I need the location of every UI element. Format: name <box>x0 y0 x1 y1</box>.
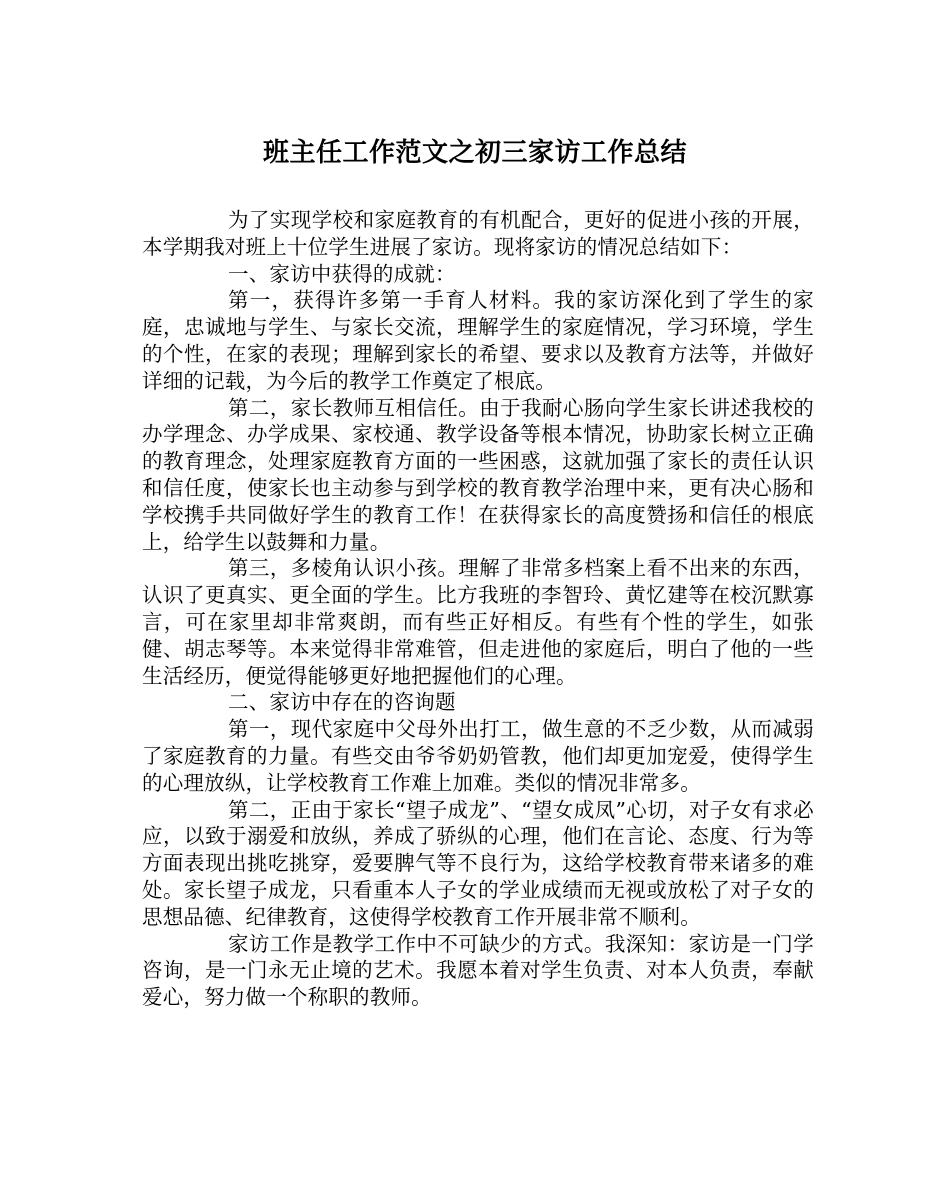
section-heading-problems: 二、家访中存在的咨询题 <box>228 690 456 715</box>
document-body <box>142 207 814 1011</box>
paragraph-problem-1: 第一，现代家庭中父母外出打工，做生意的不乏少数，从而减弱了家庭教育的力量。有些交由爷爷奶奶管教，他们却更加宠爱，使得学生的心理放纵，让学校教育工作难上加难。类似的情况非常多。 <box>142 717 814 795</box>
paragraph-achievement-3: 第三，多棱角认识小孩。理解了非常多档案上看不出来的东西，认识了更真实、更全面的学生。比方我班的李智玲、黄忆建等在校沉默寡言，可在家里却非常爽朗，而有些正好相反。有些有个性的学生，如张健、胡志琴等。本来觉得非常难管，但走进他的家庭后，明白了他的一些生活经历，便觉得能够更好地把握他们的心理。 <box>142 556 814 688</box>
section-heading-achievements: 一、家访中获得的成就： <box>228 261 456 286</box>
paragraph-intro: 为了实现学校和家庭教育的有机配合，更好的促进小孩的开展，本学期我对班上十位学生进展了家访。现将家访的情况总结如下： <box>142 208 814 259</box>
paragraph-problem-2: 第二，正由于家长“望子成龙”、“望女成凤”心切，对子女有求必应，以致于溺爱和放纵，养成了骄纵的心理，他们在言论、态度、行为等方面表现出挑吃挑穿，爱要脾气等不良行为，这给学校教育带来诸多的难处。家长望子成龙，只看重本人子女的学业成绩而无视或放松了对子女的思想品德、纪律教育，这使得学校教育工作开展非常不顺利。 <box>142 797 814 929</box>
paragraph-achievement-2: 第二，家长教师互相信任。由于我耐心肠向学生家长讲述我校的办学理念、办学成果、家校通、教学设备等根本情况，协助家长树立正确的教育理念，处理家庭教育方面的一些困惑，这就加强了家长的责任认识和信任度，使家长也主动参与到学校的教育教学治理中来，更有决心肠和学校携手共同做好学生的教育工作！在获得家长的高度赞扬和信任的根底上，给学生以鼓舞和力量。 <box>142 395 814 554</box>
paragraph-achievement-1: 第一，获得许多第一手育人材料。我的家访深化到了学生的家庭，忠诚地与学生、与家长交流，理解学生的家庭情况，学习环境，学生的个性，在家的表现；理解到家长的希望、要求以及教育方法等，并做好详细的记载，为今后的教学工作奠定了根底。 <box>142 288 814 393</box>
paragraph-conclusion: 家访工作是教学工作中不可缺少的方式。我深知：家访是一门学咨询，是一门永无止境的艺术。我愿本着对学生负责、对本人负责，奉献爱心，努力做一个称职的教师。 <box>142 931 814 1010</box>
document-title: 班主任工作范文之初三家访工作总结 <box>262 138 687 168</box>
